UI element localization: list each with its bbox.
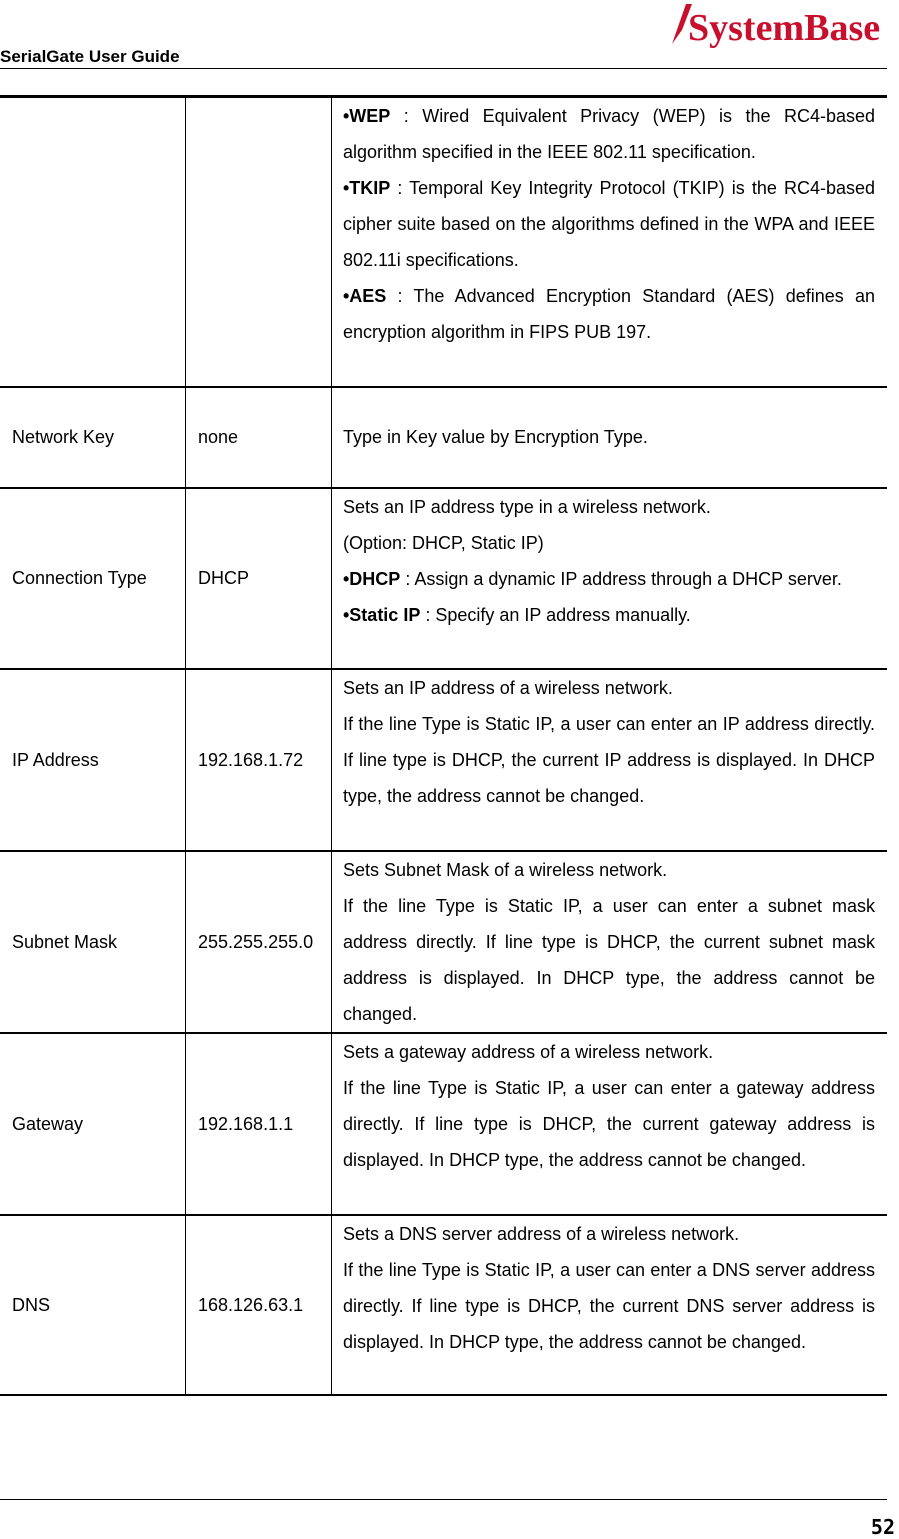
description-cell <box>332 97 888 387</box>
description-text: Sets a DNS server address of a wireless network. <box>343 1223 740 1244</box>
setting-name-cell: Connection Type <box>0 488 186 669</box>
description-text: : The Advanced Encryption Standard (AES) defines an encryption algorithm in FIPS PUB 197. <box>343 286 875 342</box>
setting-name-cell: Network Key <box>0 387 186 488</box>
option-keyword: •Static IP <box>343 604 421 625</box>
description-paragraph <box>343 706 875 814</box>
description-text: Sets a gateway address of a wireless network. <box>343 1041 714 1062</box>
default-value-cell: 192.168.1.1 <box>186 1033 332 1215</box>
default-value-cell: 168.126.63.1 <box>186 1215 332 1395</box>
description-paragraph <box>343 670 875 706</box>
description-cell <box>332 387 888 488</box>
page-number: 52 <box>870 1515 895 1539</box>
setting-name-cell: Gateway <box>0 1033 186 1215</box>
description-paragraph <box>343 525 875 561</box>
settings-table-body <box>0 97 887 1395</box>
description-text: If the line Type is Static IP, a user can enter a gateway address directly. If line type is DHCP, the current gateway address is displayed. In DHCP type, the address cannot be changed. <box>343 1077 875 1170</box>
default-value-cell <box>186 97 332 387</box>
option-keyword: •AES <box>343 286 387 306</box>
description-text: If the line Type is Static IP, a user can enter a subnet mask address directly. If line type is DHCP, the current subnet mask address is displayed. In DHCP type, the address cannot be changed. <box>343 895 875 1024</box>
description-paragraph <box>343 489 875 525</box>
default-value-cell: none <box>186 387 332 488</box>
document-title: SerialGate User Guide <box>0 47 180 66</box>
table-row <box>0 851 887 1033</box>
footer-divider <box>0 1499 887 1500</box>
description-paragraph <box>343 1070 875 1178</box>
table-row <box>0 669 887 851</box>
description-paragraph <box>343 419 875 455</box>
description-text: If the line Type is Static IP, a user can enter a DNS server address directly. If line type is DHCP, the current DNS server address is displayed. In DHCP type, the address cannot be changed. <box>343 1259 875 1352</box>
description-cell <box>332 669 888 851</box>
description-text: Sets Subnet Mask of a wireless network. <box>343 859 668 880</box>
description-cell <box>332 488 888 669</box>
description-paragraph <box>343 888 875 1032</box>
description-paragraph <box>343 561 875 597</box>
description-paragraph <box>343 98 875 170</box>
description-paragraph <box>343 1034 875 1070</box>
description-cell <box>332 1215 888 1395</box>
description-paragraph <box>343 597 875 633</box>
setting-name-cell: DNS <box>0 1215 186 1395</box>
table-row <box>0 1215 887 1395</box>
description-cell <box>332 851 888 1033</box>
description-text: : Specify an IP address manually. <box>420 604 691 625</box>
description-text: Sets an IP address of a wireless network. <box>343 677 673 698</box>
description-text: : Assign a dynamic IP address through a DHCP server. <box>400 568 842 589</box>
header-divider <box>0 68 887 69</box>
description-paragraph <box>343 1252 875 1360</box>
description-text: (Option: DHCP, Static IP) <box>343 532 544 553</box>
default-value-cell: 255.255.255.0 <box>186 851 332 1033</box>
description-text: : Temporal Key Integrity Protocol (TKIP) is the RC4-based cipher suite based on the algorithms defined in the WPA and IEEE 802.11i specifications. <box>343 178 875 270</box>
description-paragraph <box>343 170 875 278</box>
description-text: : Wired Equivalent Privacy (WEP) is the RC4-based algorithm specified in the IEEE 802.11 specification. <box>343 106 875 162</box>
option-keyword: •TKIP <box>343 178 391 198</box>
option-keyword: •DHCP <box>343 568 401 589</box>
table-row <box>0 1033 887 1215</box>
table-row <box>0 387 887 488</box>
description-text: Type in Key value by Encryption Type. <box>343 427 648 447</box>
default-value-cell: DHCP <box>186 488 332 669</box>
option-keyword: •WEP <box>343 106 391 126</box>
description-paragraph <box>343 852 875 888</box>
logo-graphic <box>664 0 889 50</box>
table-row <box>0 97 887 387</box>
description-text: If the line Type is Static IP, a user can enter an IP address directly. If line type is DHCP, the current IP address is displayed. In DHCP type, the address cannot be changed. <box>343 713 875 806</box>
setting-name-cell: Subnet Mask <box>0 851 186 1033</box>
description-paragraph <box>343 1216 875 1252</box>
settings-table <box>0 95 887 1396</box>
default-value-cell: 192.168.1.72 <box>186 669 332 851</box>
setting-name-cell <box>0 97 186 387</box>
description-paragraph <box>343 278 875 350</box>
description-text: Sets an IP address type in a wireless network. <box>343 496 711 517</box>
description-cell <box>332 1033 888 1215</box>
table-row <box>0 488 887 669</box>
logo-text: SystemBase <box>688 7 881 49</box>
setting-name-cell: IP Address <box>0 669 186 851</box>
systembase-logo <box>664 0 889 55</box>
